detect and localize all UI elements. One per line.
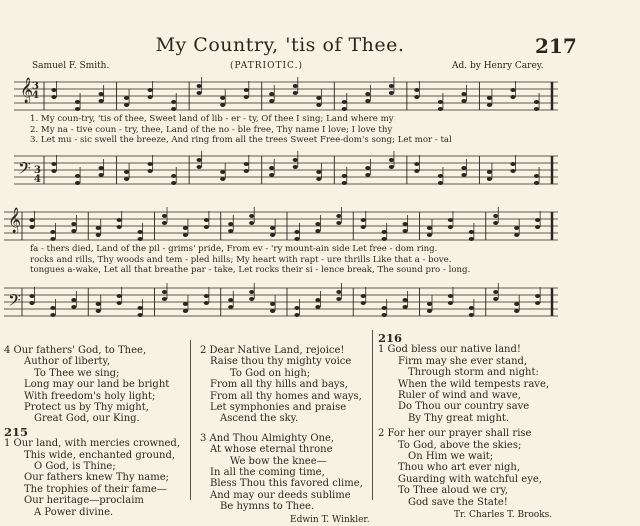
lyric-line: 1. My coun-try, 'tis of thee, Sweet land of lib - er - ty, Of thee I sing; Land where my <box>30 114 394 124</box>
note-head <box>315 305 320 309</box>
verse-column-2: 2 Dear Native Land, rejoice! Raise thou thy mighty voice To God on high; From all thy hills and bays, From all thy homes and ways, Let symphonies and praise Ascend the sky. 3 And Thou Almighty One, At whose eternal throne We bow the knee— In all the coming time, Bless Thou this favored clime, And may our deeds sublime Be hymns to Thee. Edwin T. Winkler. <box>200 345 370 525</box>
note-head <box>510 162 515 166</box>
note-head <box>461 99 466 103</box>
note-head <box>427 309 432 313</box>
note-head <box>294 237 299 241</box>
note-head <box>535 218 540 222</box>
note-head <box>171 174 176 178</box>
note-head <box>51 162 56 166</box>
note-head <box>487 170 492 174</box>
note-head <box>293 84 298 88</box>
note-head <box>183 226 188 230</box>
note-head <box>535 301 540 305</box>
note-head <box>171 107 176 111</box>
note-head <box>493 221 498 225</box>
note-head <box>336 297 341 301</box>
note-head <box>294 306 299 310</box>
note-head <box>336 290 341 294</box>
note-head <box>316 103 321 107</box>
note-head <box>534 181 539 185</box>
note-head <box>448 225 453 229</box>
note-head <box>197 165 202 169</box>
note-head <box>427 226 432 230</box>
note-head <box>50 230 55 234</box>
note-head <box>270 233 275 237</box>
note-head <box>96 309 101 313</box>
note-head <box>493 290 498 294</box>
note-head <box>96 226 101 230</box>
note-head <box>510 169 515 173</box>
treble-clef-icon: 𝄞 <box>20 78 34 103</box>
note-head <box>361 218 366 222</box>
note-head <box>51 95 56 99</box>
note-head <box>270 309 275 313</box>
note-head <box>293 158 298 162</box>
note-head <box>365 166 370 170</box>
note-head <box>183 233 188 237</box>
note-head <box>427 233 432 237</box>
note-head <box>117 225 122 229</box>
note-head <box>29 225 34 229</box>
hymn-title: My Country, 'tis of Thee. <box>155 34 405 56</box>
lyric-line: rocks and rills, Thy woods and tem - pled hills; My heart with rapt - ure thrills Like that a - bove. <box>30 254 452 265</box>
note-head <box>249 214 254 218</box>
note-head <box>514 309 519 313</box>
note-head <box>171 181 176 185</box>
note-head <box>197 158 202 162</box>
note-head <box>249 221 254 225</box>
tune-mark: (PATRIOTIC.) <box>230 61 303 71</box>
note-head <box>75 100 80 104</box>
note-head <box>228 305 233 309</box>
note-head <box>244 169 249 173</box>
note-head <box>204 225 209 229</box>
note-head <box>249 297 254 301</box>
time-signature: 3 4 <box>32 81 39 101</box>
note-head <box>244 88 249 92</box>
note-head <box>124 170 129 174</box>
note-head <box>535 225 540 229</box>
time-signature-bass: 3 4 <box>34 165 41 185</box>
note-head <box>71 222 76 226</box>
note-head <box>461 92 466 96</box>
note-head <box>365 173 370 177</box>
note-head <box>510 88 515 92</box>
note-head <box>534 100 539 104</box>
note-head <box>138 237 143 241</box>
note-head <box>294 313 299 317</box>
note-head <box>99 173 104 177</box>
note-head <box>414 88 419 92</box>
note-head <box>204 301 209 305</box>
note-head <box>461 166 466 170</box>
bass-staff-system2 <box>4 282 560 324</box>
note-head <box>228 298 233 302</box>
bass-staff-system1 <box>14 150 560 192</box>
lyric-line: 3. Let mu - sic swell the breeze, And ring from all the trees Sweet Free-dom's song; Let mor - tal <box>30 135 452 145</box>
note-head <box>438 100 443 104</box>
note-head <box>50 237 55 241</box>
note-head <box>365 99 370 103</box>
note-head <box>469 230 474 234</box>
note-head <box>469 237 474 241</box>
lyrics-system1 <box>30 114 452 146</box>
note-head <box>75 107 80 111</box>
note-head <box>71 229 76 233</box>
note-head <box>469 313 474 317</box>
note-head <box>514 233 519 237</box>
column-divider <box>372 330 373 500</box>
note-head <box>148 95 153 99</box>
note-head <box>403 222 408 226</box>
treble-clef-icon: 𝄞 <box>8 208 22 233</box>
note-head <box>269 173 274 177</box>
note-head <box>269 99 274 103</box>
note-head <box>293 165 298 169</box>
note-head <box>204 218 209 222</box>
note-head <box>148 162 153 166</box>
note-head <box>414 95 419 99</box>
note-head <box>361 294 366 298</box>
note-head <box>269 166 274 170</box>
column-divider <box>190 340 191 500</box>
note-head <box>117 218 122 222</box>
note-head <box>469 306 474 310</box>
note-head <box>342 174 347 178</box>
note-head <box>414 169 419 173</box>
note-head <box>220 103 225 107</box>
note-head <box>316 96 321 100</box>
note-head <box>50 306 55 310</box>
note-head <box>414 162 419 166</box>
note-head <box>124 177 129 181</box>
note-head <box>220 96 225 100</box>
note-head <box>336 221 341 225</box>
note-head <box>96 302 101 306</box>
note-head <box>204 294 209 298</box>
note-head <box>148 169 153 173</box>
note-head <box>315 229 320 233</box>
note-head <box>293 91 298 95</box>
note-head <box>51 88 56 92</box>
note-head <box>403 305 408 309</box>
note-head <box>448 294 453 298</box>
note-head <box>342 181 347 185</box>
note-head <box>117 294 122 298</box>
note-head <box>50 313 55 317</box>
note-head <box>438 174 443 178</box>
note-head <box>244 162 249 166</box>
note-head <box>487 103 492 107</box>
page-number: 217 <box>535 34 577 58</box>
note-head <box>514 226 519 230</box>
note-head <box>535 294 540 298</box>
note-head <box>389 84 394 88</box>
note-head <box>197 91 202 95</box>
note-head <box>148 88 153 92</box>
note-head <box>162 221 167 225</box>
note-head <box>75 174 80 178</box>
note-head <box>270 302 275 306</box>
note-head <box>270 226 275 230</box>
note-head <box>316 170 321 174</box>
verse-column-1: 4 Our fathers' God, to Thee, Author of liberty, To Thee we sing; Long may our land be bright With freedom's holy light; Protect us by Thy might, Great God, our King. 215 1 Our land, with mercies crowned, This wide, enchanted ground, O God, is Thine; Our fathers knew Thy name; The trophies of their fame— Our heritage—proclaim A Power divine. <box>4 345 181 518</box>
note-head <box>29 294 34 298</box>
hymn-number-216: 216 <box>378 331 403 345</box>
author-credit: Samuel F. Smith. <box>32 61 110 71</box>
note-head <box>315 298 320 302</box>
note-head <box>99 166 104 170</box>
note-head <box>487 96 492 100</box>
hymn-number-215: 215 <box>4 424 29 439</box>
note-head <box>336 214 341 218</box>
note-head <box>361 301 366 305</box>
note-head <box>99 99 104 103</box>
note-head <box>389 91 394 95</box>
note-head <box>29 218 34 222</box>
lyric-line: 2. My na - tive coun - try, thee, Land of the no - ble free, Thy name I love; I love thy <box>30 124 393 135</box>
note-head <box>534 174 539 178</box>
note-head <box>220 170 225 174</box>
note-head <box>361 225 366 229</box>
note-head <box>382 230 387 234</box>
note-head <box>75 181 80 185</box>
note-head <box>403 229 408 233</box>
note-head <box>342 100 347 104</box>
note-head <box>382 237 387 241</box>
verse-credit: Tr. Charles T. Brooks. <box>454 510 553 521</box>
note-head <box>183 302 188 306</box>
note-head <box>51 169 56 173</box>
note-head <box>389 158 394 162</box>
note-head <box>29 301 34 305</box>
note-head <box>493 297 498 301</box>
note-head <box>162 290 167 294</box>
note-head <box>220 177 225 181</box>
note-head <box>315 222 320 226</box>
note-head <box>96 233 101 237</box>
note-head <box>342 107 347 111</box>
note-head <box>438 107 443 111</box>
note-head <box>403 298 408 302</box>
note-head <box>197 84 202 88</box>
note-head <box>510 95 515 99</box>
note-head <box>316 177 321 181</box>
note-head <box>228 229 233 233</box>
bass-clef-icon: 𝄢 <box>8 290 21 314</box>
note-head <box>461 173 466 177</box>
lyric-line: tongues a-wake, Let all that breathe par - take, Let rocks their si - lence break, The sound pro - long. <box>30 265 471 275</box>
note-head <box>534 107 539 111</box>
note-head <box>244 95 249 99</box>
note-head <box>71 305 76 309</box>
note-head <box>117 301 122 305</box>
verse-column-3: 216 1 God bless our native land! Firm may she ever stand, Through storm and night: When the wild tempests rave, Ruler of wind and wave, Do Thou our country save By Thy great might. 2 For her our prayer shall rise To God, above the skies; On Him we wait; Thou who art ever nigh, Guarding with watchful eye, To Thee aloud we cry, God save the State! Tr. Charles T. Brooks. <box>378 331 553 521</box>
note-head <box>448 218 453 222</box>
note-head <box>294 230 299 234</box>
note-head <box>162 297 167 301</box>
note-head <box>162 214 167 218</box>
note-head <box>427 302 432 306</box>
note-head <box>138 230 143 234</box>
note-head <box>124 103 129 107</box>
note-head <box>99 92 104 96</box>
lyric-line: fa - thers died, Land of the pil - grims' pride, From ev - 'ry mount-ain side Let free - dom ring. <box>30 244 438 254</box>
note-head <box>183 309 188 313</box>
note-head <box>71 298 76 302</box>
note-head <box>249 290 254 294</box>
note-head <box>124 96 129 100</box>
treble-staff-system2 <box>4 206 560 248</box>
treble-staff-system1 <box>14 76 560 118</box>
note-head <box>514 302 519 306</box>
note-head <box>171 100 176 104</box>
note-head <box>228 222 233 226</box>
note-head <box>448 301 453 305</box>
note-head <box>269 92 274 96</box>
note-head <box>389 165 394 169</box>
bass-clef-icon: 𝄢 <box>18 158 31 182</box>
note-head <box>493 214 498 218</box>
verse-credit: Edwin T. Winkler. <box>290 514 370 525</box>
note-head <box>382 313 387 317</box>
note-head <box>382 306 387 310</box>
arranger-credit: Ad. by Henry Carey. <box>452 61 544 71</box>
note-head <box>365 92 370 96</box>
lyrics-system2 <box>30 244 470 276</box>
note-head <box>487 177 492 181</box>
note-head <box>438 181 443 185</box>
note-head <box>138 306 143 310</box>
note-head <box>138 313 143 317</box>
